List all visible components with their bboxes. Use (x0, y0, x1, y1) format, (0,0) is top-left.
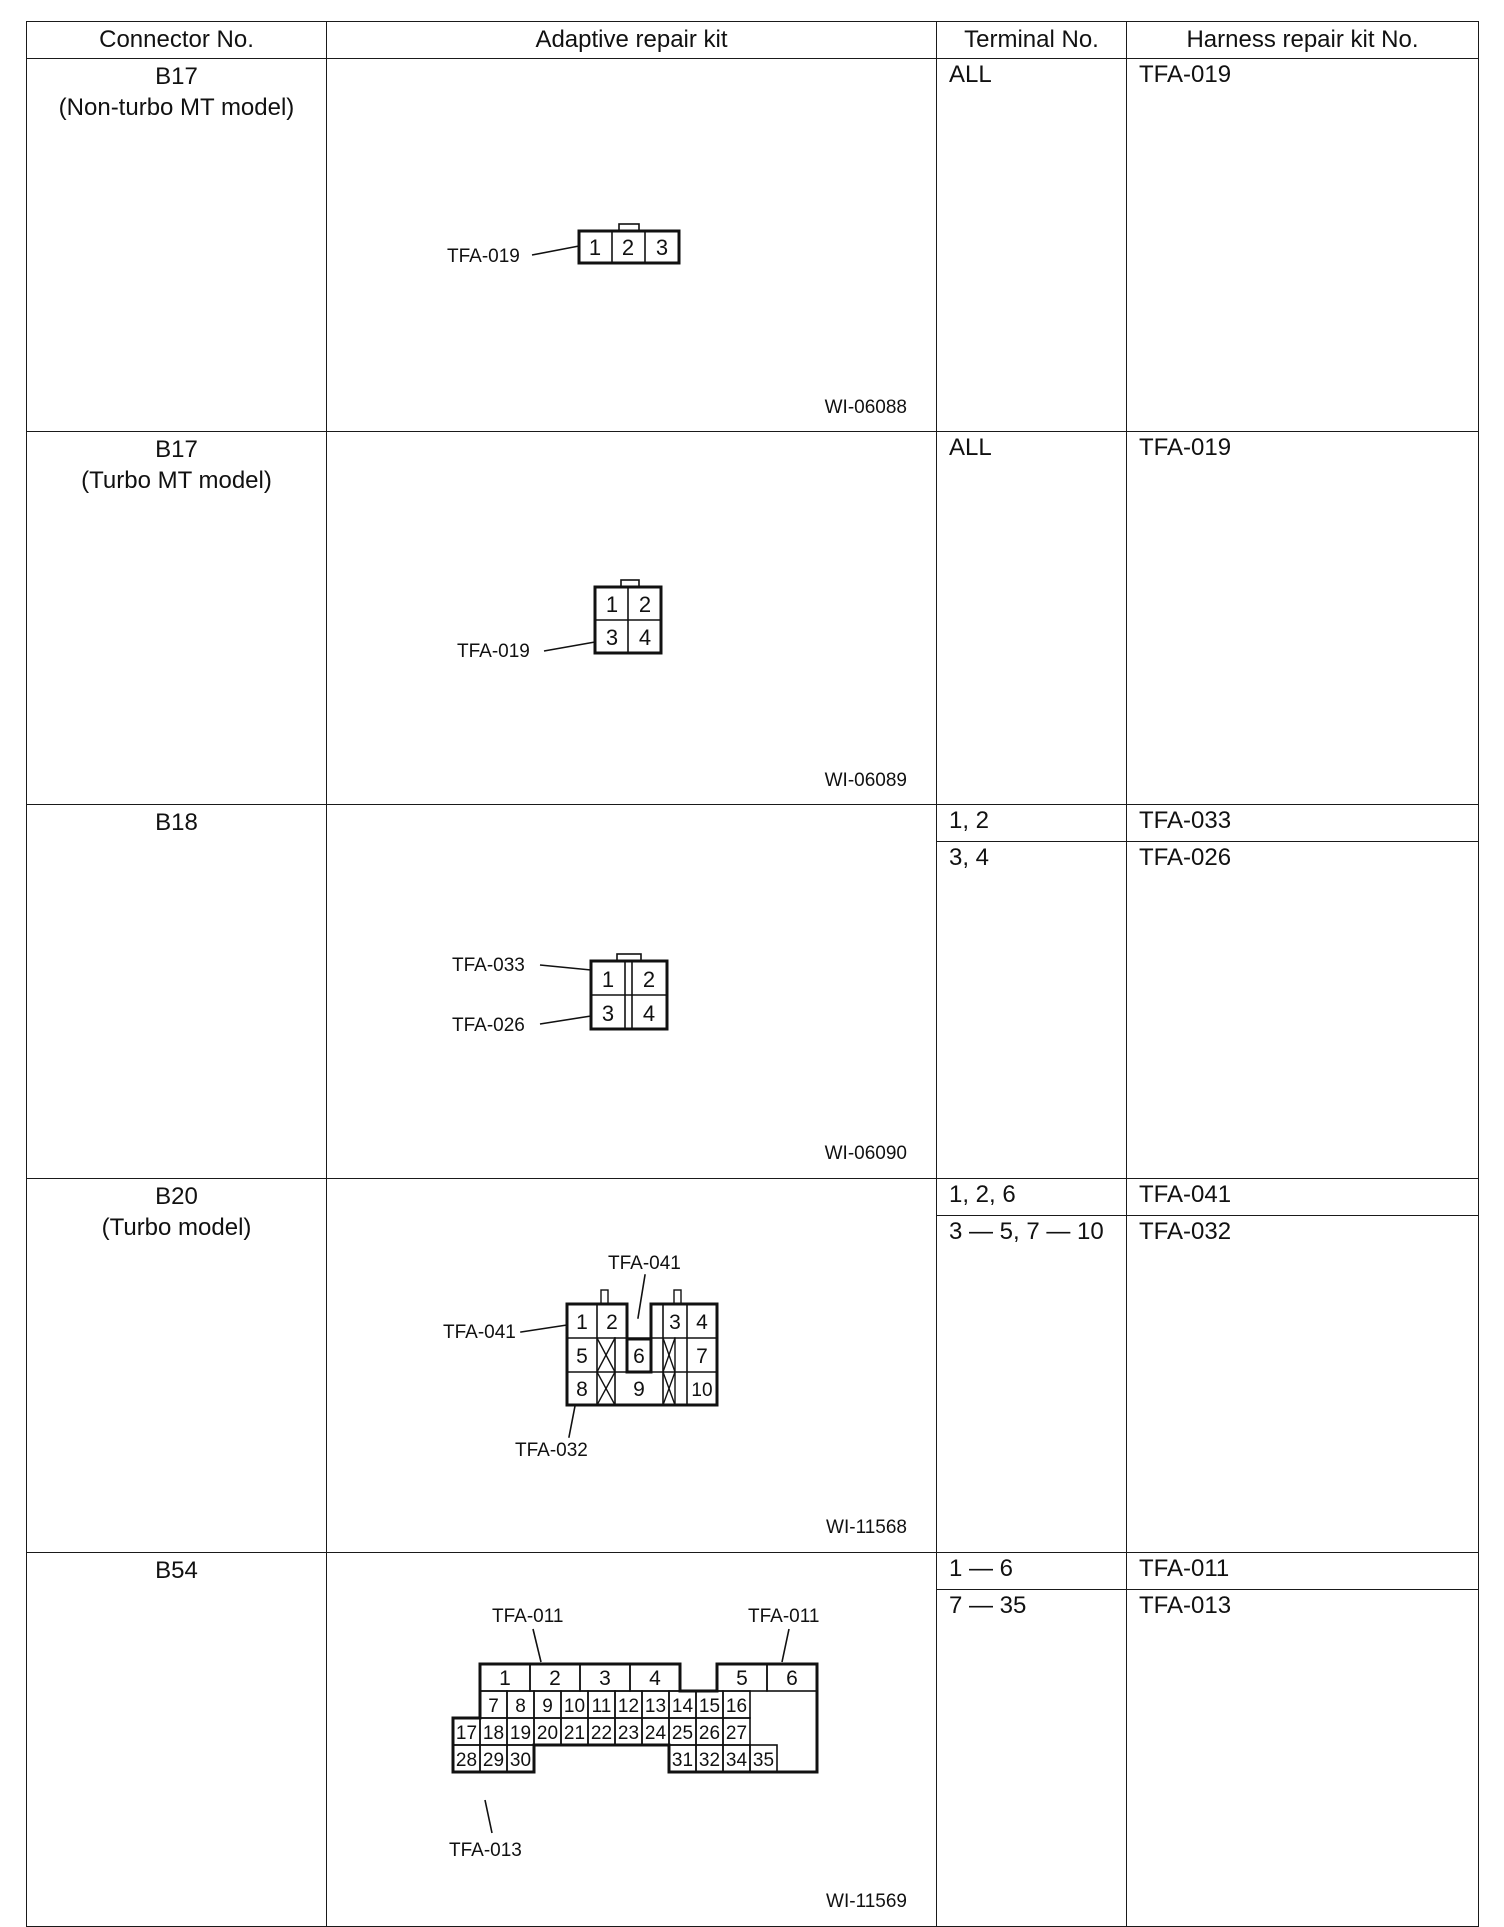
connector-id: B18 (155, 809, 198, 836)
terminal-cell: 1 — 6 (937, 1553, 1127, 1590)
terminal-cell: ALL (937, 432, 1127, 805)
pin-label: 35 (752, 1750, 775, 1771)
pin-label: 4 (649, 1667, 661, 1690)
callout-label: TFA-019 (457, 641, 530, 662)
harness-cell: TFA-013 (1127, 1590, 1479, 1927)
pin-label: 5 (576, 1345, 588, 1368)
terminal-cell: 7 — 35 (937, 1590, 1127, 1927)
pin-label: 8 (515, 1696, 526, 1717)
pin-label: 31 (671, 1750, 694, 1771)
pin-label: 14 (671, 1696, 694, 1717)
table-row (27, 432, 1479, 805)
harness-cell: TFA-019 (1127, 432, 1479, 805)
pin-label: 29 (482, 1750, 505, 1771)
connector-note: (Non-turbo MT model) (58, 94, 295, 121)
pin-label: 22 (590, 1723, 613, 1744)
header-row (27, 22, 1479, 59)
callout-label: TFA-011 (492, 1606, 564, 1627)
pin-label: 18 (482, 1723, 505, 1744)
pin-label: 1 (588, 235, 602, 260)
terminal-cell: 3 — 5, 7 — 10 (937, 1216, 1127, 1553)
pin-label: 3 (605, 625, 619, 650)
harness-cell: TFA-026 (1127, 842, 1479, 1179)
connector-diagram (327, 1179, 937, 1549)
pin-label: 2 (638, 592, 652, 617)
terminal-cell: ALL (937, 59, 1127, 432)
table-row (27, 1179, 1479, 1216)
pin-label: 11 (591, 1696, 612, 1717)
pin-label: 10 (691, 1380, 713, 1401)
pin-label: 24 (644, 1723, 667, 1744)
figure-id: WI-06088 (824, 397, 907, 418)
connector-diagram (327, 805, 937, 1175)
pin-label: 3 (599, 1667, 611, 1690)
callout-label: TFA-041 (443, 1322, 516, 1343)
pin-label: 2 (606, 1311, 618, 1334)
harness-cell: TFA-011 (1127, 1553, 1479, 1590)
pin-label: 20 (536, 1723, 559, 1744)
callout-label: TFA-033 (452, 955, 525, 976)
terminal-cell: 1, 2 (937, 805, 1127, 842)
connector-id: B17 (155, 436, 198, 463)
pin-label: 7 (488, 1696, 499, 1717)
callout-label: TFA-013 (449, 1840, 522, 1861)
pin-label: 6 (633, 1345, 645, 1368)
repair-kit-table (26, 21, 1478, 1911)
pin-label: 15 (698, 1696, 721, 1717)
figure-id: WI-06089 (824, 770, 907, 791)
harness-cell: TFA-032 (1127, 1216, 1479, 1553)
pin-label: 13 (644, 1696, 667, 1717)
connector-diagram (327, 432, 937, 802)
pin-label: 27 (725, 1723, 748, 1744)
connector-table (26, 21, 1479, 1927)
terminal-cell: 3, 4 (937, 842, 1127, 1179)
pin-label: 23 (617, 1723, 640, 1744)
connector-cell (27, 59, 327, 432)
connector-cell (27, 1553, 327, 1927)
table-row (27, 59, 1479, 432)
pin-label: 2 (549, 1667, 561, 1690)
connector-id: B20 (155, 1183, 198, 1210)
header-connector: Connector No. (27, 22, 327, 59)
callout-label: TFA-032 (515, 1440, 588, 1461)
pin-label: 3 (669, 1311, 681, 1334)
pin-label: 5 (736, 1667, 748, 1690)
figure-id: WI-11569 (826, 1891, 907, 1912)
pin-label: 3 (601, 1001, 615, 1026)
figure-id: WI-11568 (826, 1517, 907, 1538)
pin-label: 8 (576, 1378, 588, 1401)
pin-label: 17 (455, 1723, 478, 1744)
pin-label: 28 (455, 1750, 478, 1771)
pin-label: 1 (601, 967, 615, 992)
connector-id: B17 (155, 63, 198, 90)
pin-label: 4 (642, 1001, 656, 1026)
pin-label: 9 (542, 1696, 553, 1717)
connector-figure (327, 59, 937, 432)
callout-label: TFA-019 (447, 246, 520, 267)
harness-cell: TFA-033 (1127, 805, 1479, 842)
pin-label: 6 (786, 1667, 798, 1690)
table-row (27, 1553, 1479, 1590)
connector-cell (27, 1179, 327, 1553)
header-kit: Adaptive repair kit (327, 22, 937, 59)
connector-cell (27, 432, 327, 805)
pin-label: 1 (576, 1311, 588, 1334)
pin-label: 32 (698, 1750, 721, 1771)
callout-label: TFA-011 (748, 1606, 820, 1627)
connector-figure (327, 1553, 937, 1927)
connector-cell (27, 805, 327, 1179)
pin-label: 26 (698, 1723, 721, 1744)
pin-label: 30 (509, 1750, 532, 1771)
pin-label: 7 (696, 1345, 708, 1368)
pin-label: 12 (617, 1696, 640, 1717)
pin-label: 2 (642, 967, 656, 992)
pin-label: 25 (671, 1723, 694, 1744)
connector-note: (Turbo MT model) (81, 467, 272, 494)
connector-figure (327, 805, 937, 1179)
pin-label: 3 (655, 235, 669, 260)
table-row (27, 805, 1479, 842)
pin-label: 19 (509, 1723, 532, 1744)
pin-label: 16 (725, 1696, 748, 1717)
callout-label: TFA-041 (608, 1253, 681, 1274)
pin-label: 2 (621, 235, 635, 260)
figure-id: WI-06090 (824, 1143, 907, 1164)
harness-cell: TFA-041 (1127, 1179, 1479, 1216)
pin-label: 4 (696, 1311, 708, 1334)
harness-cell: TFA-019 (1127, 59, 1479, 432)
connector-figure (327, 1179, 937, 1553)
pin-label: 1 (499, 1667, 511, 1690)
pin-label: 34 (725, 1750, 748, 1771)
header-terminal: Terminal No. (937, 22, 1127, 59)
connector-note: (Turbo model) (101, 1214, 252, 1241)
terminal-cell: 1, 2, 6 (937, 1179, 1127, 1216)
pin-label: 4 (638, 625, 652, 650)
connector-diagram (327, 1553, 937, 1923)
pin-label: 1 (605, 592, 619, 617)
pin-label: 21 (563, 1723, 586, 1744)
pin-label: 10 (563, 1696, 586, 1717)
header-harness: Harness repair kit No. (1127, 22, 1479, 59)
connector-id: B54 (155, 1557, 198, 1584)
connector-figure (327, 432, 937, 805)
callout-label: TFA-026 (452, 1015, 525, 1036)
pin-label: 9 (633, 1378, 645, 1401)
connector-diagram (327, 59, 937, 429)
